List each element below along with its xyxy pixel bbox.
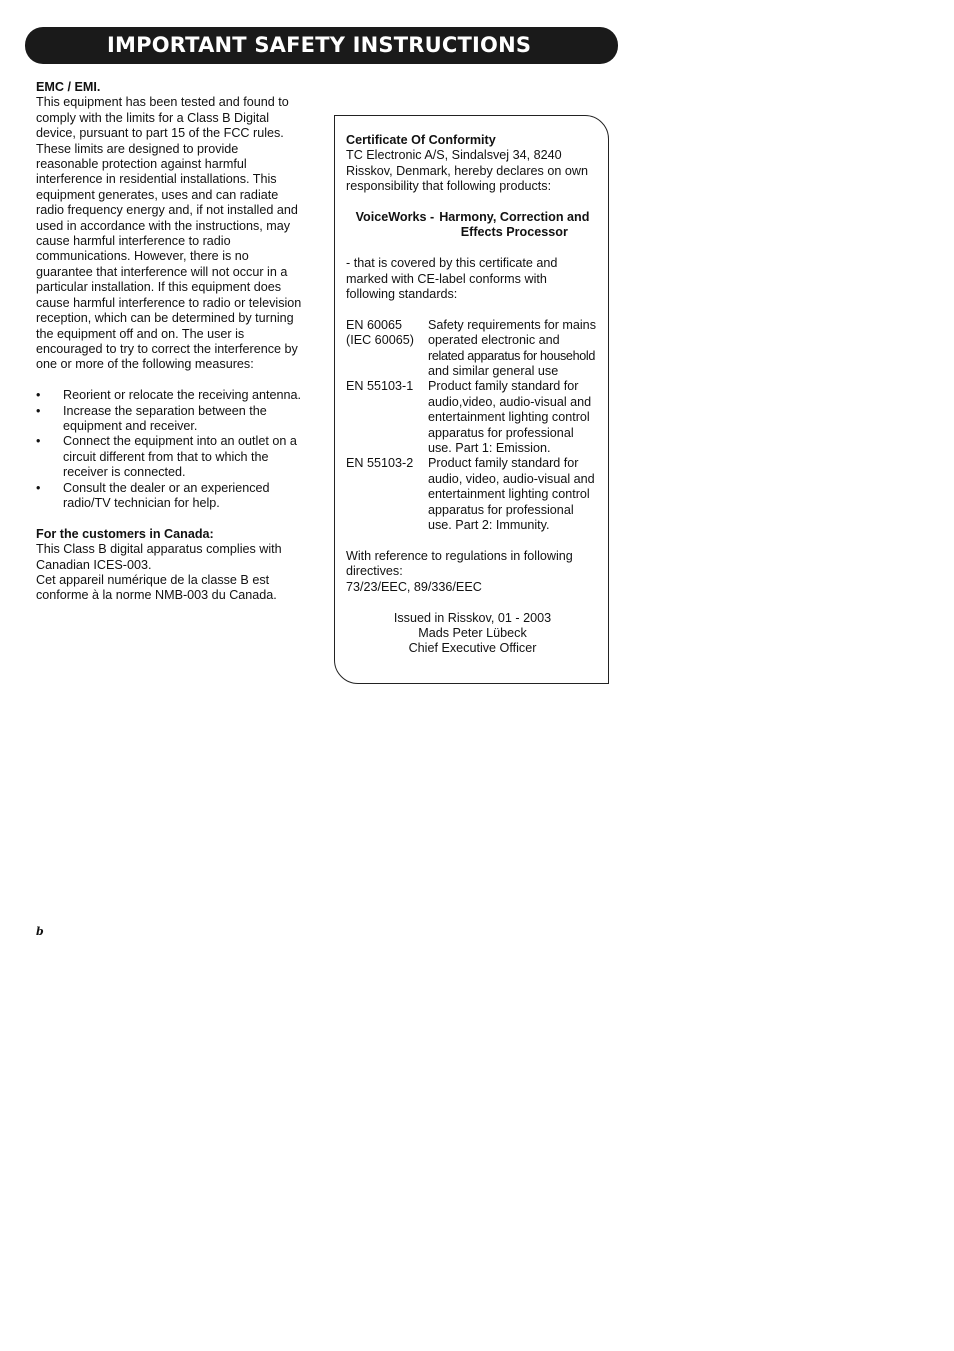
emc-line: communications. However, there is no xyxy=(36,249,249,264)
standard-description-line: entertainment lighting control xyxy=(428,487,590,502)
certificate-intro xyxy=(346,148,599,194)
list-item-text: Connect the equipment into an outlet on a xyxy=(63,434,297,449)
emc-line: device, pursuant to part 15 of the FCC rules. xyxy=(36,126,284,141)
standard-code xyxy=(346,379,428,456)
measures-list xyxy=(36,388,312,511)
standard-row xyxy=(346,318,599,380)
certificate-line: 73/23/EEC, 89/336/EEC xyxy=(346,579,482,594)
certificate-heading: Certificate Of Conformity xyxy=(346,133,496,147)
emc-line: cause harmful interference to radio xyxy=(36,234,231,249)
standard-description-line: entertainment lighting control xyxy=(428,410,590,425)
list-item-text: radio/TV technician for help. xyxy=(63,495,220,510)
emc-heading: EMC / EMI. xyxy=(36,80,101,94)
emc-line: reception, which can be determined by turning xyxy=(36,311,294,326)
emc-line: interference in residential installations. This xyxy=(36,172,277,187)
list-item-text: Reorient or relocate the receiving antenna. xyxy=(63,388,302,403)
standard-row xyxy=(346,379,599,456)
list-item-text: Increase the separation between the xyxy=(63,403,267,418)
canada-line: Cet appareil numérique de la classe B est xyxy=(36,572,270,587)
emc-line: This equipment has been tested and found to xyxy=(36,95,289,110)
standard-description-line: Safety requirements for mains xyxy=(428,317,596,332)
standard-description-line: audio,video, audio-visual and xyxy=(428,394,592,409)
list-item xyxy=(36,388,312,403)
bullet-icon: • xyxy=(36,403,41,418)
bullet-icon: • xyxy=(36,388,41,403)
emc-line: equipment generates, uses and can radiate xyxy=(36,187,279,202)
standard-code-line: EN 60065 xyxy=(346,317,403,332)
standard-code-line: (IEC 60065) xyxy=(346,333,414,348)
emc-line: These limits are designed to provide xyxy=(36,141,239,156)
spacer xyxy=(346,302,599,317)
emc-line: guarantee that interference will not occur in a xyxy=(36,264,288,279)
standard-description-line: use. Part 1: Emission. xyxy=(428,441,551,456)
list-item xyxy=(36,481,312,512)
emc-column xyxy=(36,80,312,604)
standard-description-line: apparatus for professional xyxy=(428,425,574,440)
canada-line: This Class B digital apparatus complies with xyxy=(36,542,282,557)
list-item-text: Consult the dealer or an experienced xyxy=(63,480,270,495)
emc-line: encouraged to try to correct the interference by xyxy=(36,341,298,356)
standard-code xyxy=(346,456,428,533)
emc-line: used in accordance with the instructions, may xyxy=(36,218,291,233)
spacer xyxy=(36,511,312,526)
standard-description-line: and similar general use xyxy=(428,364,559,379)
bullet-icon: • xyxy=(36,480,41,495)
standard-description xyxy=(428,318,599,380)
standard-code xyxy=(346,318,428,380)
emc-line: radio frequency energy and, if not installed and xyxy=(36,203,298,218)
standard-description-line: Product family standard for xyxy=(428,456,579,471)
list-item-text: circuit different from that to which the xyxy=(63,449,269,464)
standard-description-line: use. Part 2: Immunity. xyxy=(428,518,550,533)
canada-line: conforme à la norme NMB-003 du Canada. xyxy=(36,588,277,603)
certificate-box xyxy=(334,115,609,684)
spacer xyxy=(346,241,599,256)
spacer xyxy=(346,595,599,610)
page-title: IMPORTANT SAFETY INSTRUCTIONS xyxy=(107,33,532,57)
emc-body xyxy=(36,95,312,372)
standard-description xyxy=(428,456,599,533)
canada-heading: For the customers in Canada: xyxy=(36,526,214,541)
standard-row xyxy=(346,456,599,533)
canada-body xyxy=(36,542,312,604)
certificate-line: directives: xyxy=(346,564,403,579)
signatory-name: Mads Peter Lübeck xyxy=(418,625,527,640)
product-description xyxy=(439,210,589,241)
spacer xyxy=(346,195,599,210)
standard-description-line: operated electronic and xyxy=(428,333,560,348)
spacer xyxy=(346,534,599,549)
standard-description-line: related apparatus for household xyxy=(428,348,595,363)
emc-line: the equipment off and on. The user is xyxy=(36,326,245,341)
standard-code-line: EN 55103-1 xyxy=(346,379,414,394)
list-item xyxy=(36,404,312,435)
standard-description xyxy=(428,379,599,456)
bullet-icon: • xyxy=(36,434,41,449)
spacer xyxy=(36,373,312,388)
standard-description-line: audio, video, audio-visual and xyxy=(428,471,595,486)
product-name: VoiceWorks - xyxy=(355,210,435,225)
product-description-line: Harmony, Correction and xyxy=(439,210,590,225)
emc-line: one or more of the following measures: xyxy=(36,357,254,372)
directives-text xyxy=(346,549,599,595)
emc-line: comply with the limits for a Class B Digital xyxy=(36,110,270,125)
standard-description-line: Product family standard for xyxy=(428,379,579,394)
emc-line: cause harmful interference to radio or television xyxy=(36,295,302,310)
list-item xyxy=(36,434,312,480)
coverage-text xyxy=(346,256,599,302)
certificate-line: following standards: xyxy=(346,287,458,302)
product-line xyxy=(346,210,599,241)
signature-block xyxy=(346,611,599,657)
canada-line: Canadian ICES-003. xyxy=(36,557,152,572)
page-marker: b xyxy=(36,925,44,938)
certificate-line: Risskov, Denmark, hereby declares on own xyxy=(346,163,588,178)
certificate-line: responsibility that following products: xyxy=(346,179,552,194)
standard-description-line: apparatus for professional xyxy=(428,502,574,517)
signatory-title: Chief Executive Officer xyxy=(408,641,537,656)
title-banner xyxy=(25,27,618,64)
certificate-line: With reference to regulations in following xyxy=(346,548,573,563)
certificate-line: marked with CE-label conforms with xyxy=(346,271,547,286)
issued-line: Issued in Risskov, 01 - 2003 xyxy=(393,610,552,625)
emc-line: particular installation. If this equipment does xyxy=(36,280,282,295)
standard-code-line: EN 55103-2 xyxy=(346,456,414,471)
list-item-text: equipment and receiver. xyxy=(63,418,198,433)
certificate-line: TC Electronic A/S, Sindalsvej 34, 8240 xyxy=(346,148,562,163)
standards-list xyxy=(346,318,599,534)
certificate-line: - that is covered by this certificate and xyxy=(346,256,558,271)
product-description-line: Effects Processor xyxy=(460,225,568,240)
list-item-text: receiver is connected. xyxy=(63,465,186,480)
emc-line: reasonable protection against harmful xyxy=(36,157,247,172)
